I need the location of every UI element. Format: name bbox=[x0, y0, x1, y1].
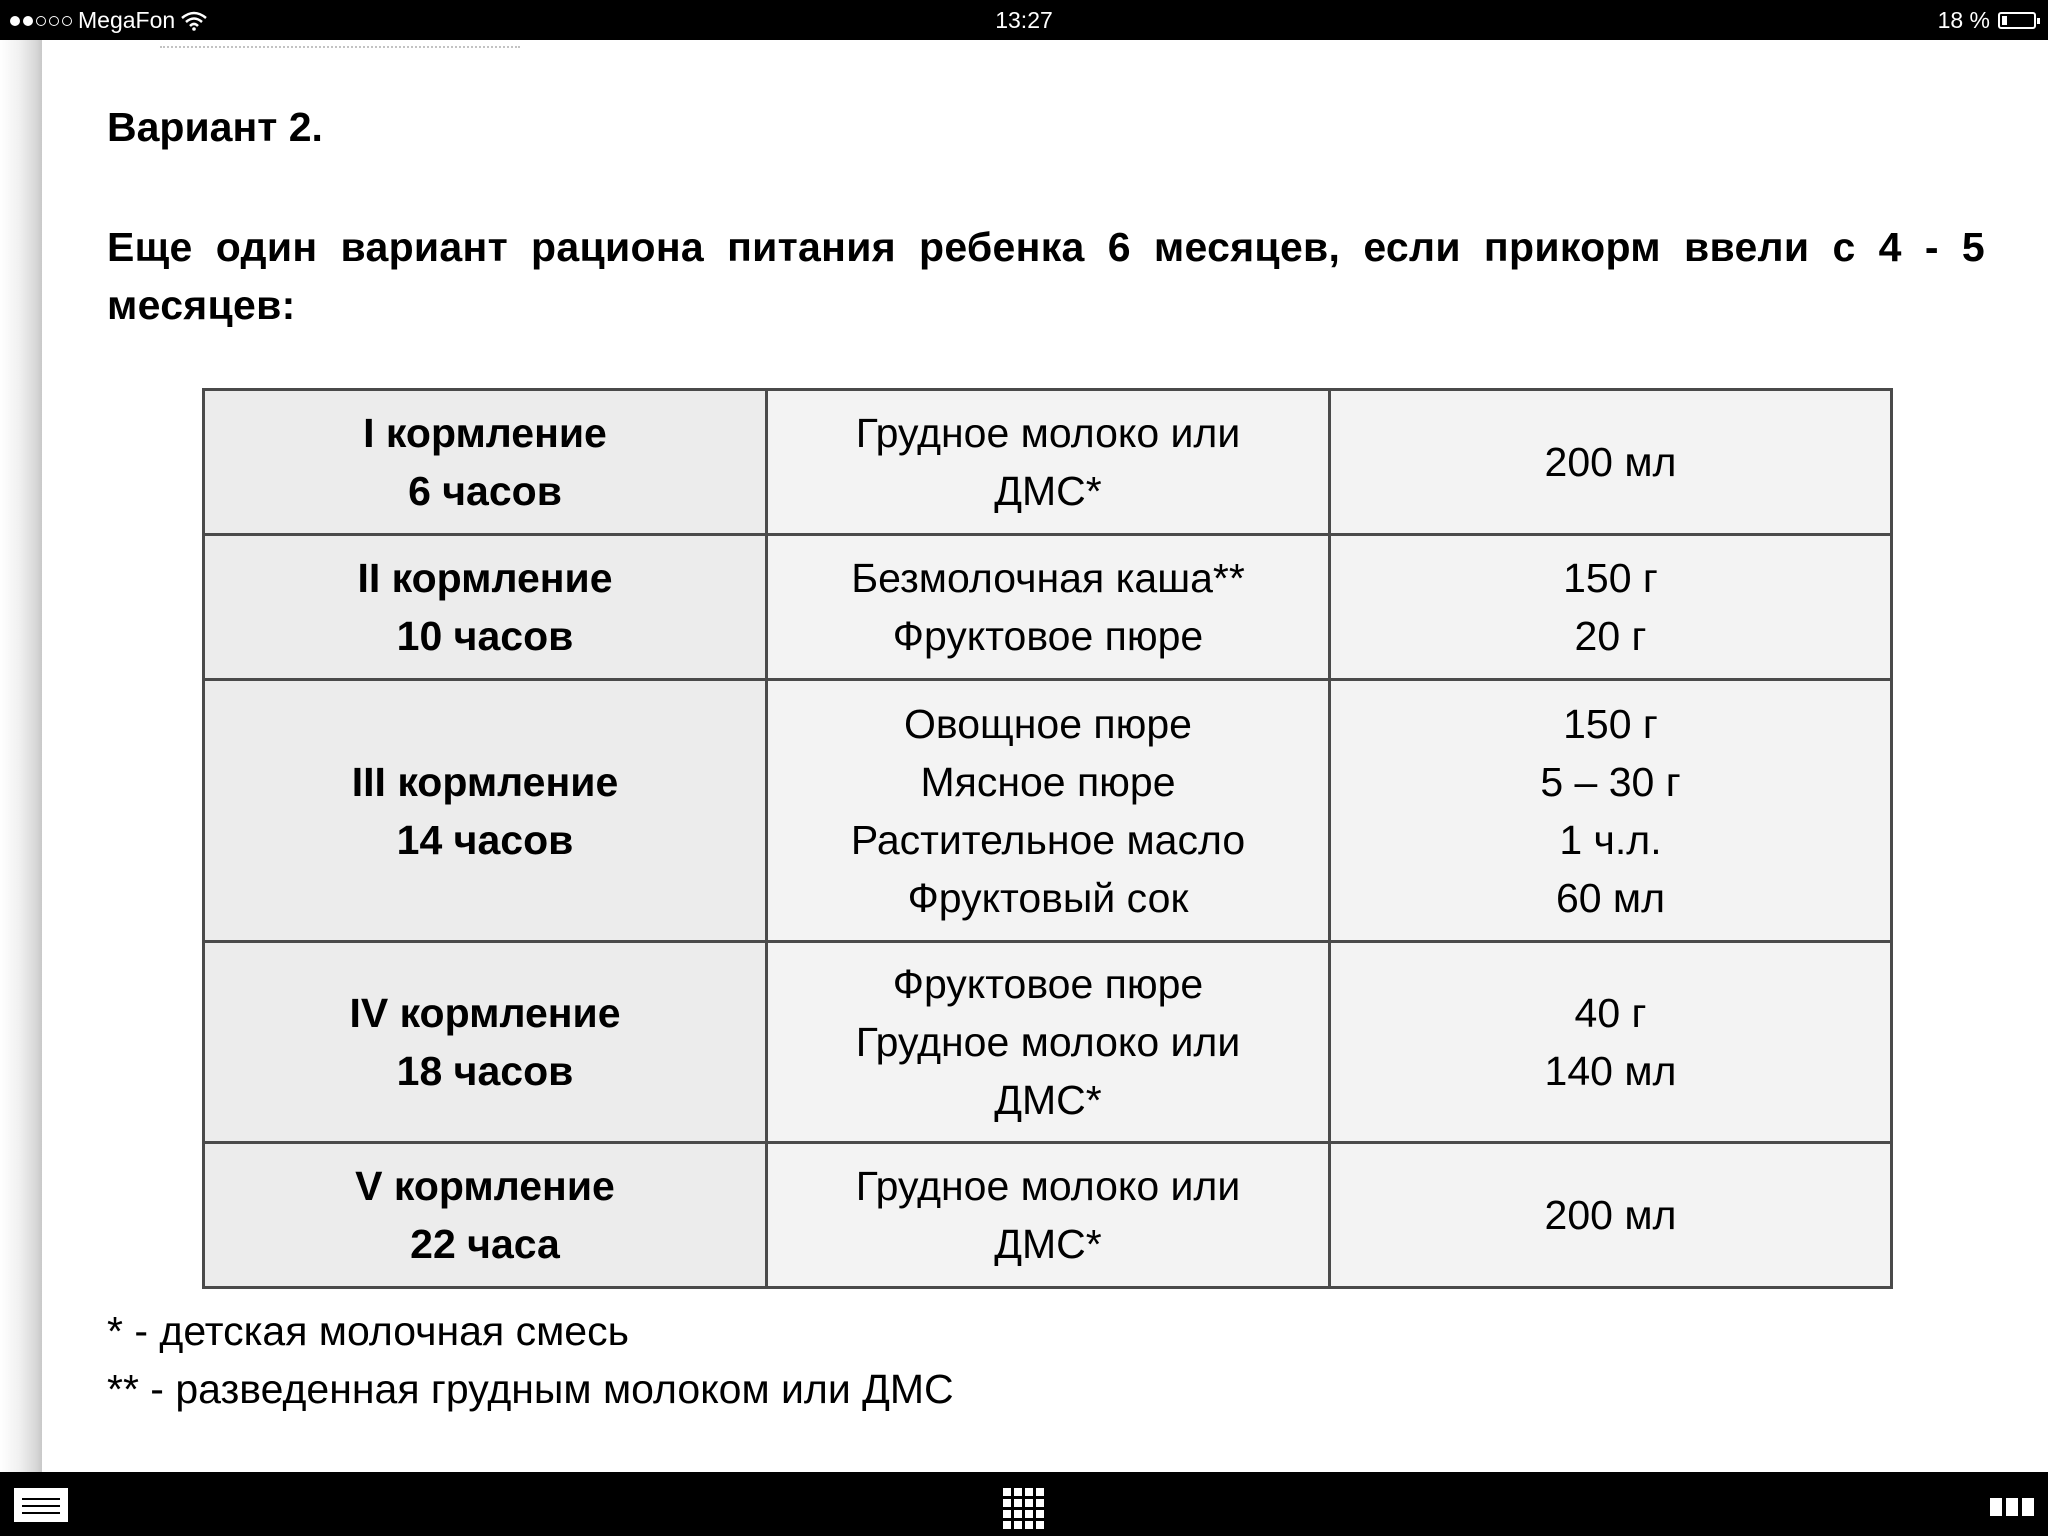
foods-cell-line: Фруктовый сок bbox=[907, 874, 1189, 921]
feeding-cell-line: II кормление bbox=[357, 555, 613, 601]
grid-cell bbox=[1003, 1510, 1011, 1518]
feeding-cell-line: 10 часов bbox=[396, 613, 574, 659]
amount-cell bbox=[1330, 390, 1892, 535]
feeding-cell-line: I кормление bbox=[363, 410, 607, 456]
amount-cell-line: 140 мл bbox=[1544, 1048, 1677, 1094]
notes-icon[interactable] bbox=[14, 1488, 68, 1522]
amount-cell bbox=[1330, 1143, 1892, 1288]
table-row bbox=[204, 535, 1892, 680]
foods-cell-line: Фруктовое пюре bbox=[892, 961, 1204, 1007]
foods-cell-line: ДМС* bbox=[994, 1077, 1102, 1123]
foods-cell-line: Овощное пюре bbox=[904, 700, 1192, 747]
amount-cell-line: 60 мл bbox=[1555, 874, 1666, 921]
grid-cell bbox=[1025, 1499, 1033, 1507]
table-row bbox=[204, 942, 1892, 1143]
foods-cell-line: Грудное молоко или bbox=[855, 410, 1241, 456]
foods-cell bbox=[767, 1143, 1330, 1288]
status-time: 13:27 bbox=[995, 7, 1053, 33]
amount-cell-line: 1 ч.л. bbox=[1559, 816, 1662, 863]
foods-cell-line: Растительное масло bbox=[850, 816, 1246, 863]
feeding-cell-line: 14 часов bbox=[396, 816, 574, 863]
pages-icon[interactable] bbox=[1990, 1498, 2034, 1516]
grid-cell bbox=[1003, 1499, 1011, 1507]
battery-fill bbox=[2002, 16, 2007, 25]
status-right bbox=[1938, 7, 2036, 34]
foods-cell bbox=[767, 942, 1330, 1143]
feeding-cell-line: 18 часов bbox=[396, 1048, 574, 1094]
feeding-cell bbox=[204, 942, 767, 1143]
feeding-cell-line: III кормление bbox=[351, 758, 619, 805]
grid-cell bbox=[1014, 1510, 1022, 1518]
foods-cell bbox=[767, 535, 1330, 680]
grid-cell bbox=[1014, 1521, 1022, 1529]
feeding-cell bbox=[204, 535, 767, 680]
foods-cell-line: Фруктовое пюре bbox=[892, 613, 1204, 659]
intro-paragraph: Еще один вариант рациона питания ребенка 6 месяцев, если прикорм ввели с 4 - 5 месяцев: bbox=[107, 224, 1985, 328]
feeding-cell bbox=[204, 1143, 767, 1288]
grid-cell bbox=[1014, 1499, 1022, 1507]
footnotes bbox=[107, 1302, 954, 1418]
table-row bbox=[204, 1143, 1892, 1288]
amount-cell-line: 150 г bbox=[1563, 555, 1658, 601]
amount-cell-line: 20 г bbox=[1574, 613, 1647, 659]
foods-cell bbox=[767, 680, 1330, 942]
amount-cell bbox=[1330, 680, 1892, 942]
bottom-toolbar bbox=[0, 1472, 2048, 1536]
grid-cell bbox=[1036, 1510, 1044, 1518]
grid-cell bbox=[1014, 1488, 1022, 1496]
foods-cell-line: Мясное пюре bbox=[920, 758, 1176, 805]
battery-percent: 18 % bbox=[1937, 7, 1990, 33]
amount-cell-line: 150 г bbox=[1563, 700, 1658, 747]
grid-cell bbox=[1025, 1488, 1033, 1496]
foods-cell-line: Грудное молоко или bbox=[855, 1163, 1241, 1209]
feeding-cell-line: V кормление bbox=[355, 1163, 615, 1209]
foods-cell bbox=[767, 390, 1330, 535]
grid-cell bbox=[1025, 1510, 1033, 1518]
table-row bbox=[204, 680, 1892, 942]
foods-cell-line: Безмолочная каша** bbox=[851, 555, 1245, 601]
amount-cell-line: 200 мл bbox=[1544, 1192, 1677, 1238]
variant-heading: Вариант 2. bbox=[107, 104, 323, 150]
feeding-cell bbox=[204, 390, 767, 535]
table-row bbox=[204, 390, 1892, 535]
feeding-cell-line: IV кормление bbox=[349, 990, 621, 1036]
amount-cell-line: 200 мл bbox=[1544, 439, 1677, 485]
footnote-2: ** - разведенная грудным молоком или ДМС bbox=[107, 1366, 954, 1412]
foods-cell-line: Грудное молоко или bbox=[855, 1019, 1241, 1065]
battery-icon bbox=[1998, 12, 2036, 29]
page-edge-shadow bbox=[0, 40, 42, 1472]
grid-view-icon[interactable] bbox=[1003, 1488, 1045, 1530]
grid-cell bbox=[1003, 1488, 1011, 1496]
grid-cell bbox=[1003, 1521, 1011, 1529]
grid-cell bbox=[1036, 1488, 1044, 1496]
amount-cell bbox=[1330, 535, 1892, 680]
footnote-1: * - детская молочная смесь bbox=[107, 1308, 629, 1354]
foods-cell-line: ДМС* bbox=[994, 468, 1102, 514]
amount-cell-line: 40 г bbox=[1574, 990, 1647, 1036]
foods-cell-line: ДМС* bbox=[994, 1221, 1102, 1267]
grid-cell bbox=[1025, 1521, 1033, 1529]
grid-cell bbox=[1036, 1499, 1044, 1507]
feeding-cell bbox=[204, 680, 767, 942]
carrier-name: MegaFon bbox=[78, 7, 176, 33]
previous-text-remnant bbox=[160, 40, 520, 48]
feeding-cell-line: 22 часа bbox=[410, 1221, 560, 1267]
feeding-cell-line: 6 часов bbox=[408, 468, 562, 514]
diet-table bbox=[202, 388, 1893, 1289]
amount-cell-line: 5 – 30 г bbox=[1540, 758, 1681, 805]
status-bar bbox=[0, 0, 2048, 40]
grid-cell bbox=[1036, 1521, 1044, 1529]
amount-cell bbox=[1330, 942, 1892, 1143]
